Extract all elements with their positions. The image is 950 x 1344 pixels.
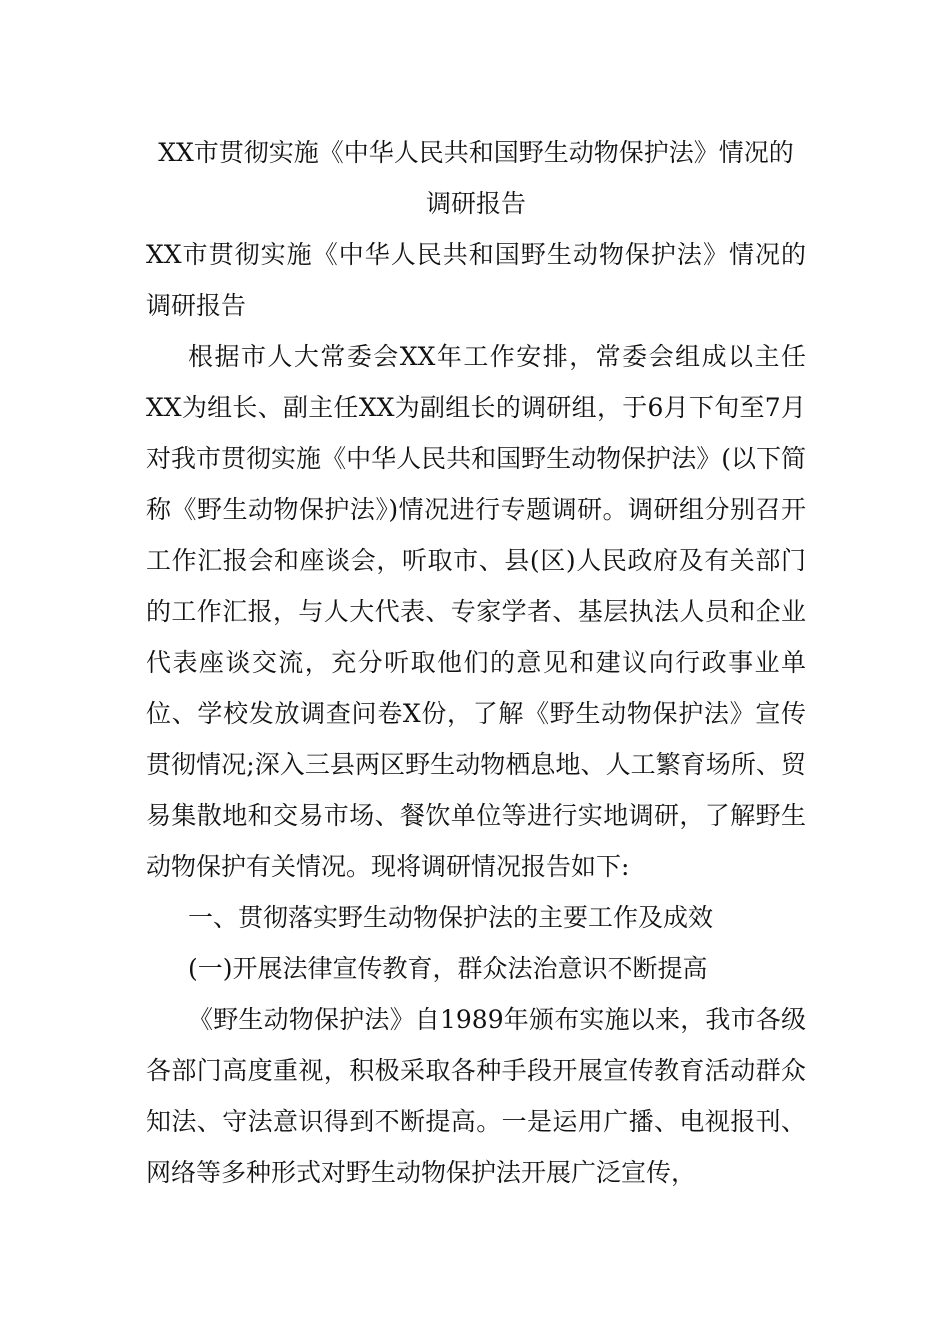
document-title (146, 127, 806, 229)
title-line-1: XX市贯彻实施《中华人民共和国野生动物保护法》情况的 (158, 138, 794, 167)
paragraph-body-1: 《野生动物保护法》自1989年颁布实施以来，我市各级各部门高度重视，积极采取各种手段开展宣传教育活动群众知法、守法意识得到不断提高。一是运用广播、电视报刊、网络等多种形式对野生动物保护法开展广泛宣传， (146, 1005, 806, 1187)
title-line-2: 调研报告 (425, 189, 526, 218)
section-heading-1: 一、贯彻落实野生动物保护法的主要工作及成效 (188, 903, 714, 932)
paragraph-repeated-title: XX市贯彻实施《中华人民共和国野生动物保护法》情况的调研报告 (146, 240, 806, 320)
subsection-heading-1: (一)开展法律宣传教育，群众法治意识不断提高 (188, 954, 708, 983)
document-page (146, 127, 806, 1198)
paragraph-intro: 根据市人大常委会XX年工作安排，常委会组成以主任XX为组长、副主任XX为副组长的调研组，于6月下旬至7月对我市贯彻实施《中华人民共和国野生动物保护法》(以下简称《野生动物保护法》)情况进行专题调研。调研组分别召开工作汇报会和座谈会，听取市、县(区)人民政府及有关部门的工作汇报，与人大代表、专家学者、基层执法人员和企业代表座谈交流，充分听取他们的意见和建议向行政事业单位、学校发放调查问卷X份，了解《野生动物保护法》宣传贯彻情况;深入三县两区野生动物栖息地、人工繁育场所、贸易集散地和交易市场、餐饮单位等进行实地调研，了解野生动物保护有关情况。现将调研情况报告如下: (146, 342, 806, 881)
